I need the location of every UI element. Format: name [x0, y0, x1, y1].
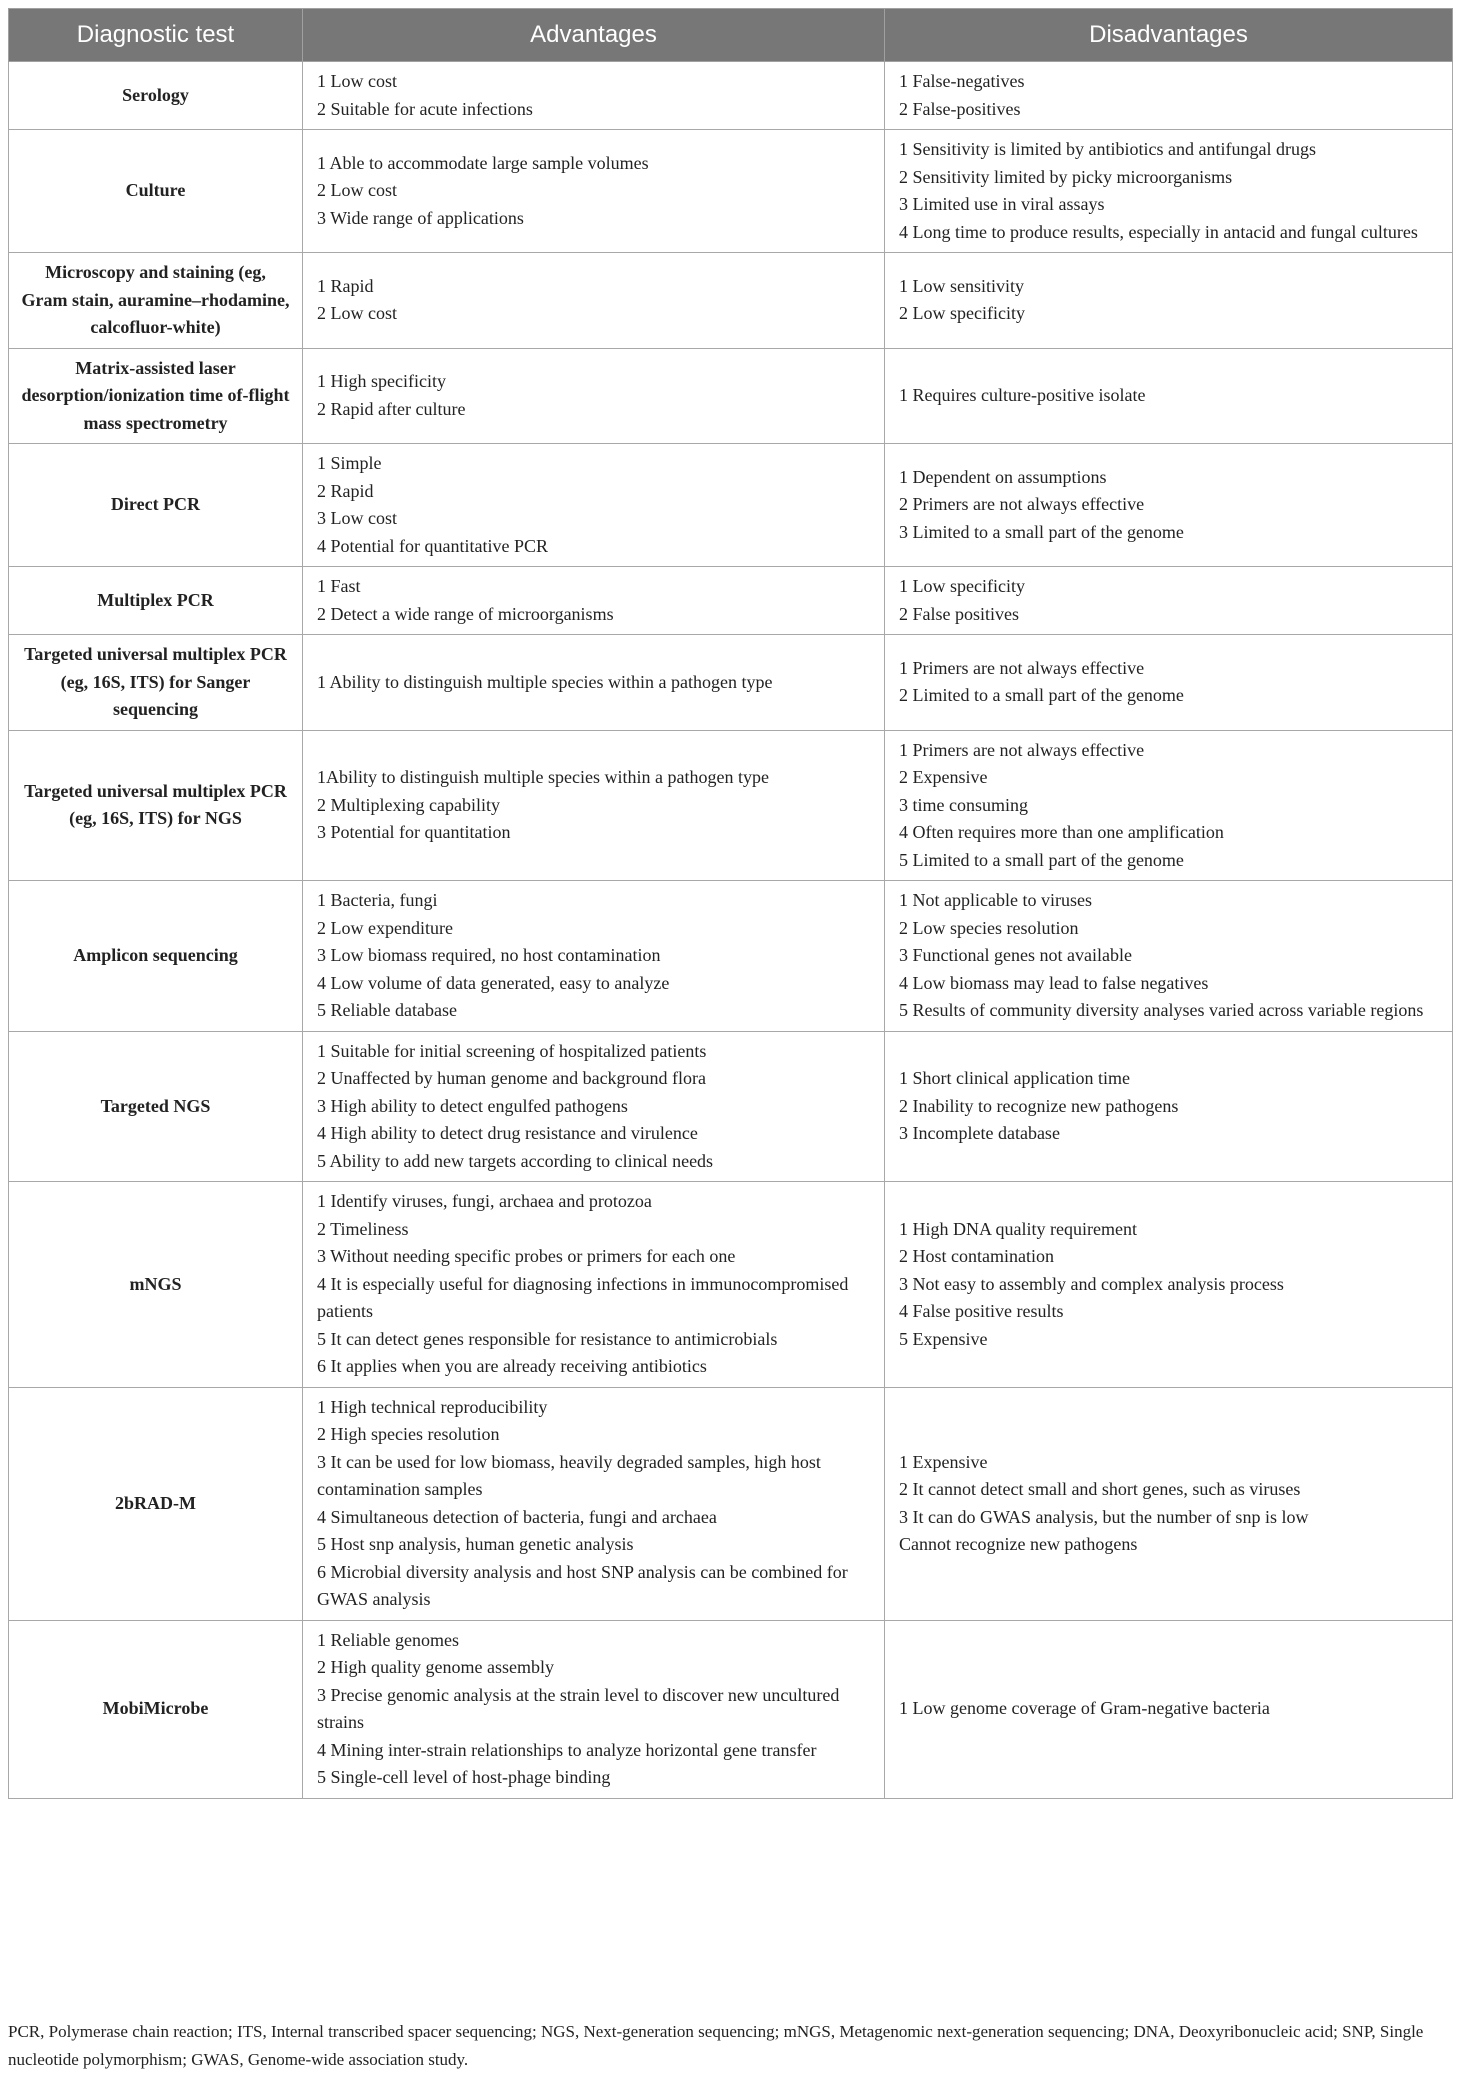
- disadvantage-item: 1 Requires culture-positive isolate: [899, 385, 1146, 405]
- advantage-item: 6 It applies when you are already receiving antibiotics: [317, 1356, 707, 1376]
- advantages-cell: [303, 1387, 885, 1620]
- table-body: [9, 62, 1453, 1799]
- disadvantage-item: 5 Expensive: [899, 1328, 988, 1349]
- disadvantage-item: 1 Sensitivity is limited by antibiotics and antifungal drugs: [899, 139, 1316, 159]
- advantage-item: 2 Timeliness: [317, 1218, 409, 1239]
- disadvantage-item: 5 Limited to a small part of the genome: [899, 849, 1184, 870]
- advantage-item: 2 Low cost: [317, 303, 397, 324]
- advantage-item: 3 Precise genomic analysis at the strain level to discover new uncultured strains: [317, 1684, 840, 1732]
- diagnostic-test-name: Targeted universal multiplex PCR (eg, 16S, ITS) for Sanger sequencing: [9, 635, 303, 731]
- disadvantage-item: 3 It can do GWAS analysis, but the number of snp is low: [899, 1506, 1309, 1527]
- advantages-cell: [303, 635, 885, 731]
- advantages-cell: [303, 881, 885, 1032]
- disadvantage-item: 4 Long time to produce results, especially in antacid and fungal cultures: [899, 221, 1418, 242]
- disadvantage-item: 1 Primers are not always effective: [899, 739, 1145, 760]
- disadvantage-item: 1 False-negatives: [899, 71, 1025, 91]
- diagnostic-test-name: Microscopy and staining (eg, Gram stain, auramine–rhodamine, calcofluor-white): [9, 253, 303, 349]
- advantage-item: 2 Rapid after culture: [317, 398, 466, 419]
- diagnostic-test-name: mNGS: [9, 1182, 303, 1388]
- advantage-item: 2 Unaffected by human genome and background flora: [317, 1068, 707, 1088]
- disadvantage-item: 1 Primers are not always effective: [899, 657, 1145, 678]
- disadvantage-item: 3 Limited use in viral assays: [899, 194, 1105, 214]
- advantage-item: 2 Multiplexing capability: [317, 794, 500, 815]
- disadvantage-item: 2 Expensive: [899, 767, 988, 787]
- advantage-item: 2 Suitable for acute infections: [317, 98, 533, 119]
- diagnostic-test-name: Direct PCR: [9, 444, 303, 567]
- table-row: [9, 1620, 1453, 1798]
- column-header-disadvantages: Disadvantages: [885, 9, 1453, 62]
- diagnostic-test-name: Matrix-assisted laser desorption/ionization time of-flight mass spectrometry: [9, 348, 303, 444]
- advantage-item: 4 Mining inter-strain relationships to analyze horizontal gene transfer: [317, 1739, 817, 1760]
- table-row: [9, 567, 1453, 635]
- advantage-item: 1 Low cost: [317, 71, 397, 91]
- column-header-diagnostic-test: Diagnostic test: [9, 9, 303, 62]
- diagnostic-test-name: Amplicon sequencing: [9, 881, 303, 1032]
- diagnostic-tests-table: [8, 8, 1453, 1799]
- advantage-item: 1 Bacteria, fungi: [317, 890, 438, 910]
- table-row: [9, 62, 1453, 130]
- disadvantage-item: 2 Low species resolution: [899, 917, 1079, 938]
- disadvantages-cell: [885, 130, 1453, 253]
- disadvantage-item: 2 Low specificity: [899, 303, 1025, 324]
- advantage-item: 5 It can detect genes responsible for resistance to antimicrobials: [317, 1328, 778, 1349]
- disadvantage-item: 1 Expensive: [899, 1451, 988, 1472]
- diagnostic-test-name: Multiplex PCR: [9, 567, 303, 635]
- disadvantage-item: 3 Limited to a small part of the genome: [899, 521, 1184, 542]
- disadvantages-cell: [885, 62, 1453, 130]
- table-row: [9, 1031, 1453, 1182]
- disadvantage-item: 4 False positive results: [899, 1301, 1064, 1321]
- advantages-cell: [303, 1182, 885, 1388]
- advantage-item: 1 Rapid: [317, 275, 374, 296]
- disadvantage-item: Cannot recognize new pathogens: [899, 1534, 1138, 1554]
- table-row: [9, 1182, 1453, 1388]
- table-row: [9, 130, 1453, 253]
- disadvantages-cell: [885, 1031, 1453, 1182]
- disadvantage-item: 3 Functional genes not available: [899, 945, 1132, 965]
- advantage-item: 1 Simple: [317, 453, 382, 473]
- disadvantages-cell: [885, 635, 1453, 731]
- advantages-cell: [303, 253, 885, 349]
- disadvantages-cell: [885, 1387, 1453, 1620]
- disadvantage-item: 4 Low biomass may lead to false negatives: [899, 972, 1209, 993]
- advantage-item: 2 High species resolution: [317, 1424, 500, 1444]
- column-header-advantages: Advantages: [303, 9, 885, 62]
- advantage-item: 3 Potential for quantitation: [317, 822, 511, 842]
- disadvantage-item: 2 False-positives: [899, 98, 1021, 119]
- disadvantages-cell: [885, 348, 1453, 444]
- diagnostic-test-name: Targeted NGS: [9, 1031, 303, 1182]
- diagnostic-test-name: Targeted universal multiplex PCR (eg, 16S, ITS) for NGS: [9, 730, 303, 881]
- advantage-item: 6 Microbial diversity analysis and host SNP analysis can be combined for GWAS analysis: [317, 1561, 848, 1609]
- advantage-item: 5 Host snp analysis, human genetic analysis: [317, 1534, 634, 1554]
- disadvantage-item: 2 Sensitivity limited by picky microorganisms: [899, 166, 1233, 187]
- advantage-item: 5 Reliable database: [317, 1000, 457, 1020]
- disadvantage-item: 1 Short clinical application time: [899, 1068, 1130, 1088]
- advantage-item: 4 Simultaneous detection of bacteria, fungi and archaea: [317, 1506, 717, 1527]
- advantage-item: 3 It can be used for low biomass, heavily degraded samples, high host contamination samples: [317, 1451, 821, 1499]
- advantages-cell: [303, 1031, 885, 1182]
- disadvantages-cell: [885, 1182, 1453, 1388]
- advantages-cell: [303, 130, 885, 253]
- disadvantage-item: 4 Often requires more than one amplification: [899, 822, 1224, 842]
- advantage-item: 3 Wide range of applications: [317, 207, 524, 228]
- table-row: [9, 635, 1453, 731]
- advantage-item: 1 High specificity: [317, 371, 446, 392]
- disadvantage-item: 2 Host contamination: [899, 1246, 1054, 1266]
- disadvantage-item: 2 Limited to a small part of the genome: [899, 685, 1184, 706]
- diagnostic-test-name: MobiMicrobe: [9, 1620, 303, 1798]
- diagnostic-test-name: Serology: [9, 62, 303, 130]
- advantage-item: 3 Low cost: [317, 508, 397, 528]
- diagnostic-test-name: Culture: [9, 130, 303, 253]
- table-row: [9, 881, 1453, 1032]
- disadvantages-cell: [885, 730, 1453, 881]
- disadvantages-cell: [885, 567, 1453, 635]
- disadvantages-cell: [885, 881, 1453, 1032]
- header-row: [9, 9, 1453, 62]
- advantage-item: 4 High ability to detect drug resistance and virulence: [317, 1123, 698, 1143]
- table-row: [9, 348, 1453, 444]
- table-row: [9, 253, 1453, 349]
- advantage-item: 5 Single-cell level of host-phage binding: [317, 1767, 611, 1787]
- advantage-item: 3 Low biomass required, no host contamination: [317, 945, 661, 965]
- disadvantage-item: 1 High DNA quality requirement: [899, 1218, 1137, 1239]
- advantage-item: 1 Identify viruses, fungi, archaea and protozoa: [317, 1191, 652, 1211]
- disadvantages-cell: [885, 444, 1453, 567]
- advantage-item: 1 Reliable genomes: [317, 1629, 459, 1650]
- advantages-cell: [303, 62, 885, 130]
- advantage-item: 2 Rapid: [317, 480, 374, 501]
- disadvantage-item: 1 Dependent on assumptions: [899, 466, 1107, 487]
- advantage-item: 1 Ability to distinguish multiple species within a pathogen type: [317, 671, 773, 692]
- advantage-item: 4 Low volume of data generated, easy to analyze: [317, 972, 670, 993]
- advantage-item: 4 Potential for quantitative PCR: [317, 535, 548, 556]
- disadvantage-item: 3 Not easy to assembly and complex analysis process: [899, 1273, 1284, 1294]
- disadvantage-item: 2 It cannot detect small and short genes, such as viruses: [899, 1479, 1301, 1499]
- table-row: [9, 730, 1453, 881]
- disadvantage-item: 2 False positives: [899, 603, 1019, 624]
- advantage-item: 1 Able to accommodate large sample volumes: [317, 152, 649, 173]
- advantages-cell: [303, 730, 885, 881]
- table-header: [9, 9, 1453, 62]
- disadvantage-item: 1 Low specificity: [899, 576, 1025, 596]
- advantage-item: 4 It is especially useful for diagnosing infections in immunocompromised patients: [317, 1273, 849, 1321]
- disadvantage-item: 3 time consuming: [899, 794, 1028, 815]
- advantages-cell: [303, 444, 885, 567]
- disadvantage-item: 2 Primers are not always effective: [899, 494, 1145, 515]
- table-footnote: PCR, Polymerase chain reaction; ITS, Internal transcribed spacer sequencing; NGS, Next-generation sequencing; mNGS, Metagenomic next-generation sequencing; DNA, Deoxyribonucleic acid; SNP, Single nucleotide polymorphism; GWAS, Genome-wide association study.: [8, 2022, 1424, 2069]
- advantage-item: 2 Low cost: [317, 180, 397, 201]
- disadvantage-item: 1 Not applicable to viruses: [899, 890, 1092, 910]
- advantage-item: 2 Detect a wide range of microorganisms: [317, 603, 614, 624]
- disadvantage-item: 1 Low sensitivity: [899, 275, 1024, 296]
- advantage-item: 2 Low expenditure: [317, 917, 453, 938]
- advantage-item: 1 Suitable for initial screening of hospitalized patients: [317, 1040, 707, 1061]
- disadvantage-item: 2 Inability to recognize new pathogens: [899, 1095, 1179, 1116]
- advantage-item: 3 High ability to detect engulfed pathogens: [317, 1095, 628, 1116]
- disadvantage-item: 1 Low genome coverage of Gram-negative bacteria: [899, 1698, 1270, 1719]
- advantage-item: 2 High quality genome assembly: [317, 1657, 554, 1677]
- disadvantages-cell: [885, 253, 1453, 349]
- advantages-cell: [303, 567, 885, 635]
- advantages-cell: [303, 1620, 885, 1798]
- advantage-item: 1 Fast: [317, 576, 361, 596]
- advantage-item: 1Ability to distinguish multiple species within a pathogen type: [317, 767, 769, 787]
- advantage-item: 5 Ability to add new targets according to clinical needs: [317, 1150, 714, 1171]
- advantages-cell: [303, 348, 885, 444]
- advantage-item: 1 High technical reproducibility: [317, 1396, 548, 1417]
- advantage-item: 3 Without needing specific probes or primers for each one: [317, 1246, 736, 1266]
- disadvantages-cell: [885, 1620, 1453, 1798]
- disadvantage-item: 3 Incomplete database: [899, 1123, 1060, 1143]
- table-row: [9, 444, 1453, 567]
- disadvantage-item: 5 Results of community diversity analyses varied across variable regions: [899, 1000, 1424, 1020]
- diagnostic-test-name: 2bRAD-M: [9, 1387, 303, 1620]
- table-row: [9, 1387, 1453, 1620]
